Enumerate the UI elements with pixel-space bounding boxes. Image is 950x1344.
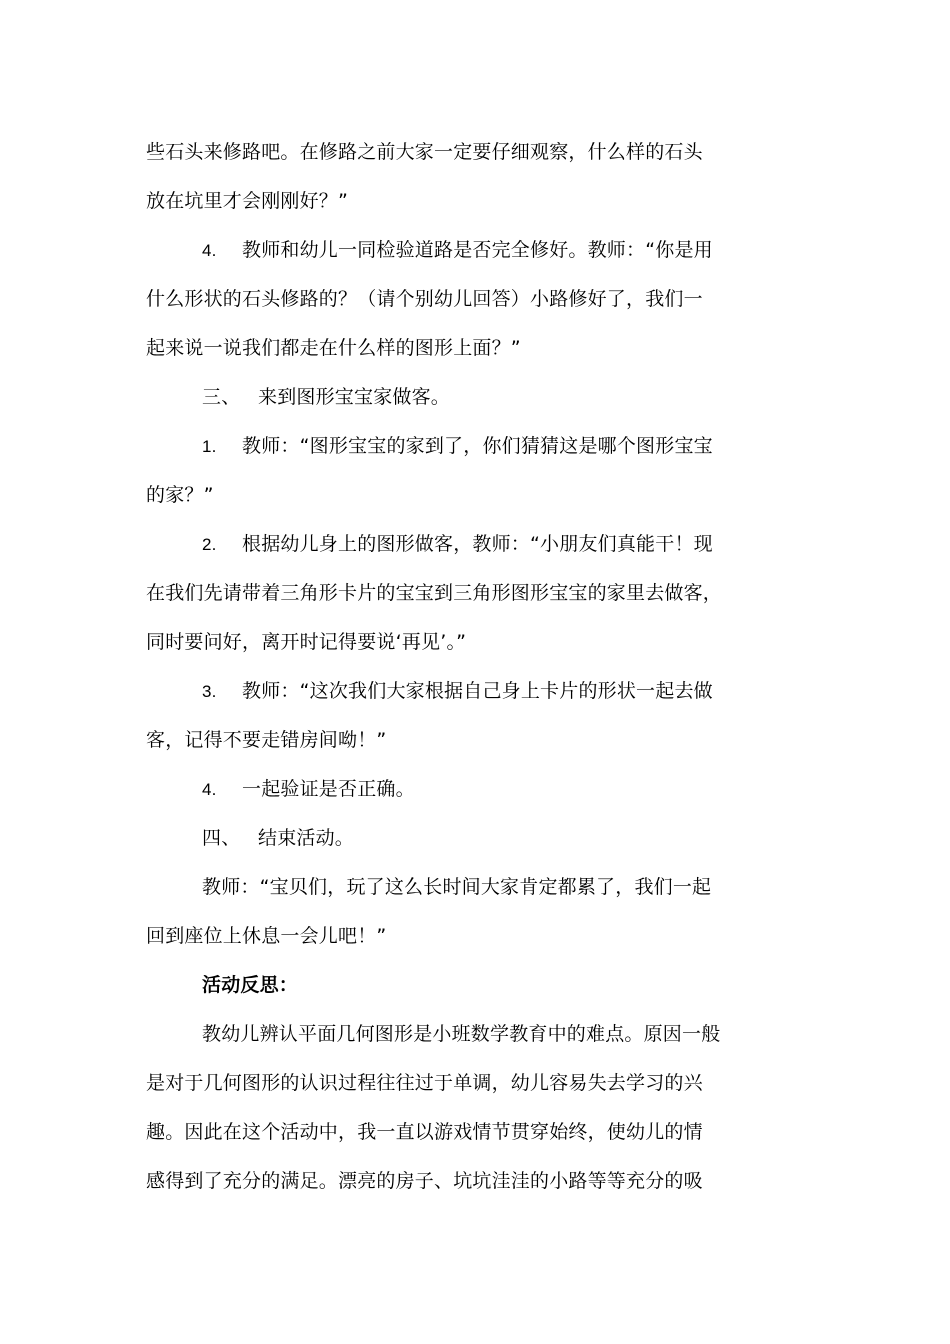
text-line <box>146 128 818 177</box>
text-line <box>146 275 818 324</box>
item-number: 4. <box>202 780 217 799</box>
text-line <box>146 1108 818 1157</box>
document-body <box>146 128 818 1206</box>
line-text: 什么形状的石头修路的？（请个别幼儿回答）小路修好了，我们一 <box>146 288 703 310</box>
item-number: 1. <box>202 437 217 456</box>
line-text: 教师：“这次我们大家根据自己身上卡片的形状一起去做 <box>242 680 713 702</box>
section-number: 三、 <box>202 386 241 408</box>
section-title: 来到图形宝宝家做客。 <box>258 386 451 408</box>
section-heading <box>146 814 818 863</box>
text-line <box>146 471 818 520</box>
text-line <box>146 618 818 667</box>
section-number: 四、 <box>202 827 241 849</box>
line-text: 教师：“图形宝宝的家到了，你们猜猜这是哪个图形宝宝 <box>242 435 713 457</box>
numbered-item <box>146 422 818 471</box>
text-line <box>146 569 818 618</box>
line-text: 的家？” <box>146 484 214 506</box>
line-text: 一起验证是否正确。 <box>242 778 415 800</box>
item-number: 3. <box>202 682 217 701</box>
line-text: 客，记得不要走错房间呦！” <box>146 729 387 751</box>
line-text: 根据幼儿身上的图形做客，教师：“小朋友们真能干！现 <box>242 533 713 555</box>
numbered-item <box>146 226 818 275</box>
line-text: 教幼儿辨认平面几何图形是小班数学教育中的难点。原因一般 <box>202 1023 721 1045</box>
line-text: 在我们先请带着三角形卡片的宝宝到三角形图形宝宝的家里去做客， <box>146 582 723 604</box>
section-title: 结束活动。 <box>258 827 355 849</box>
line-text: 趣。因此在这个活动中，我一直以游戏情节贯穿始终，使幼儿的情 <box>146 1121 703 1143</box>
line-text: 回到座位上休息一会儿吧！” <box>146 925 387 947</box>
numbered-item <box>146 520 818 569</box>
line-text: 起来说一说我们都走在什么样的图形上面？” <box>146 337 521 359</box>
numbered-item <box>146 765 818 814</box>
text-line <box>146 1010 818 1059</box>
text-line <box>146 1157 818 1206</box>
section-heading <box>146 373 818 422</box>
line-text: 是对于几何图形的认识过程往往过于单调，幼儿容易失去学习的兴 <box>146 1072 703 1094</box>
numbered-item <box>146 667 818 716</box>
line-text: 教师：“宝贝们，玩了这么长时间大家肯定都累了，我们一起 <box>202 876 712 898</box>
line-text: 放在坑里才会刚刚好？” <box>146 190 349 212</box>
text-line <box>146 716 818 765</box>
line-text: 感得到了充分的满足。漂亮的房子、坑坑洼洼的小路等等充分的吸 <box>146 1170 703 1192</box>
item-number: 2. <box>202 535 217 554</box>
reflection-heading <box>146 961 818 1010</box>
text-line <box>146 324 818 373</box>
line-text: 些石头来修路吧。在修路之前大家一定要仔细观察，什么样的石头 <box>146 141 703 163</box>
text-line <box>146 177 818 226</box>
item-number: 4. <box>202 241 217 260</box>
text-line <box>146 912 818 961</box>
line-text: 教师和幼儿一同检验道路是否完全修好。教师：“你是用 <box>242 239 713 261</box>
text-line <box>146 863 818 912</box>
text-line <box>146 1059 818 1108</box>
heading-text: 活动反思： <box>202 974 299 996</box>
line-text: 同时要问好，离开时记得要说‘再见’。” <box>146 631 467 653</box>
